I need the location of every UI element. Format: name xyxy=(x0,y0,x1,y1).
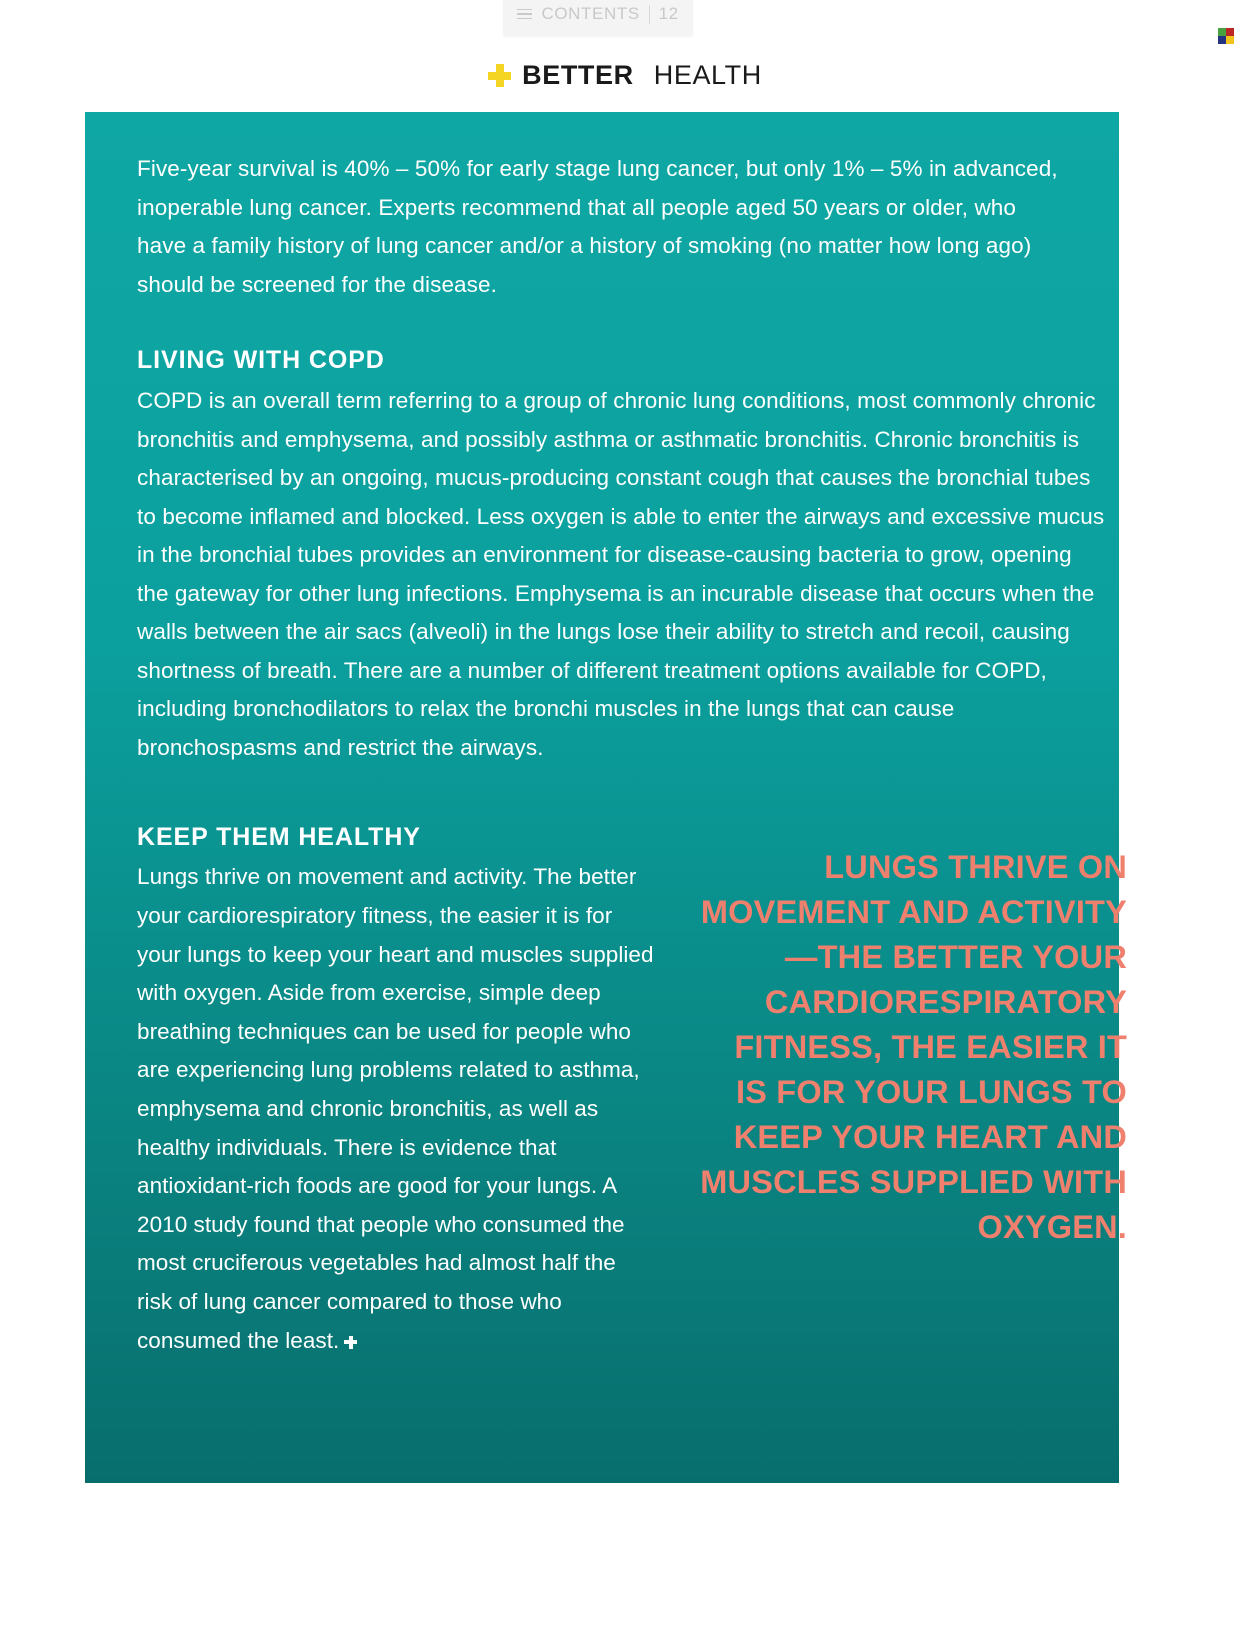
contents-label: CONTENTS xyxy=(541,4,640,23)
brand-name-light: HEALTH xyxy=(653,60,762,90)
article-panel xyxy=(85,112,1127,1483)
masthead xyxy=(0,60,1250,91)
section-heading-keep-them-healthy: KEEP THEM HEALTHY xyxy=(137,823,421,852)
plus-cross-icon xyxy=(488,64,511,87)
brand-name-bold: BETTER xyxy=(522,60,634,90)
contents-divider xyxy=(649,5,650,24)
section-heading-living-with-copd: LIVING WITH COPD xyxy=(137,346,385,375)
hamburger-icon xyxy=(517,9,532,20)
section-body-keep-them-healthy-text: Lungs thrive on movement and activity. The better your cardiorespiratory fitness, the easier it is for your lungs to keep your heart and muscles supplied with oxygen. Aside from exercise, simple deep breathing techniques can be used for people who are experiencing lung problems related to asthma, emphysema and chronic bronchitis, as well as healthy individuals. There is evidence that antioxidant-rich foods are good for your lungs. A 2010 study found that people who consumed the most cruciferous vegetables had almost half the risk of lung cancer compared to those who consumed the least. xyxy=(137,864,654,1353)
windows-logo-quadrant-green xyxy=(1218,28,1226,36)
pull-quote: LUNGS THRIVE ON MOVEMENT AND ACTIVITY—THE BETTER YOUR CARDIORESPIRATORY FITNESS, THE EASIER IT IS FOR YOUR LUNGS TO KEEP YOUR HEART AND MUSCLES SUPPLIED WITH OXYGEN. xyxy=(700,849,1127,1246)
lede-paragraph: Five-year survival is 40% – 50% for early stage lung cancer, but only 1% – 5% in advanced, inoperable lung cancer. Experts recommend that all people aged 50 years or older, who have a family history of lung cancer and/or a history of smoking (no matter how long ago) should be screened for the disease. xyxy=(137,156,1058,297)
windows-logo-quadrant-blue xyxy=(1218,36,1226,44)
left-column xyxy=(137,823,657,1360)
section-body-keep-them-healthy xyxy=(137,858,657,1360)
windows-logo-quadrant-yellow xyxy=(1226,36,1234,44)
windows-logo-quadrant-red xyxy=(1226,28,1234,36)
plus-endmark-icon xyxy=(344,1336,357,1349)
two-column-block xyxy=(137,823,1127,1360)
windows-logo-icon[interactable] xyxy=(1218,28,1234,44)
contents-button[interactable] xyxy=(503,0,693,36)
page-number: 12 xyxy=(658,4,679,23)
section-body-living-with-copd: COPD is an overall term referring to a group of chronic lung conditions, most commonly chronic bronchitis and emphysema, and possibly asthma or asthmatic bronchitis. Chronic bronchitis is characterised by an ongoing, mucus-producing constant cough that causes the bronchial tubes to become inflamed and blocked. Less oxygen is able to enter the airways and excessive mucus in the bronchial tubes provides an environment for disease-causing bacteria to grow, opening the gateway for other lung infections. Emphysema is an incurable disease that occurs when the walls between the air sacs (alveoli) in the lungs lose their ability to stretch and recoil, causing shortness of breath. There are a number of different treatment options available for COPD, including bronchodilators to relax the bronchi muscles in the lungs that can cause bronchospasms and restrict the airways. xyxy=(137,388,1105,760)
